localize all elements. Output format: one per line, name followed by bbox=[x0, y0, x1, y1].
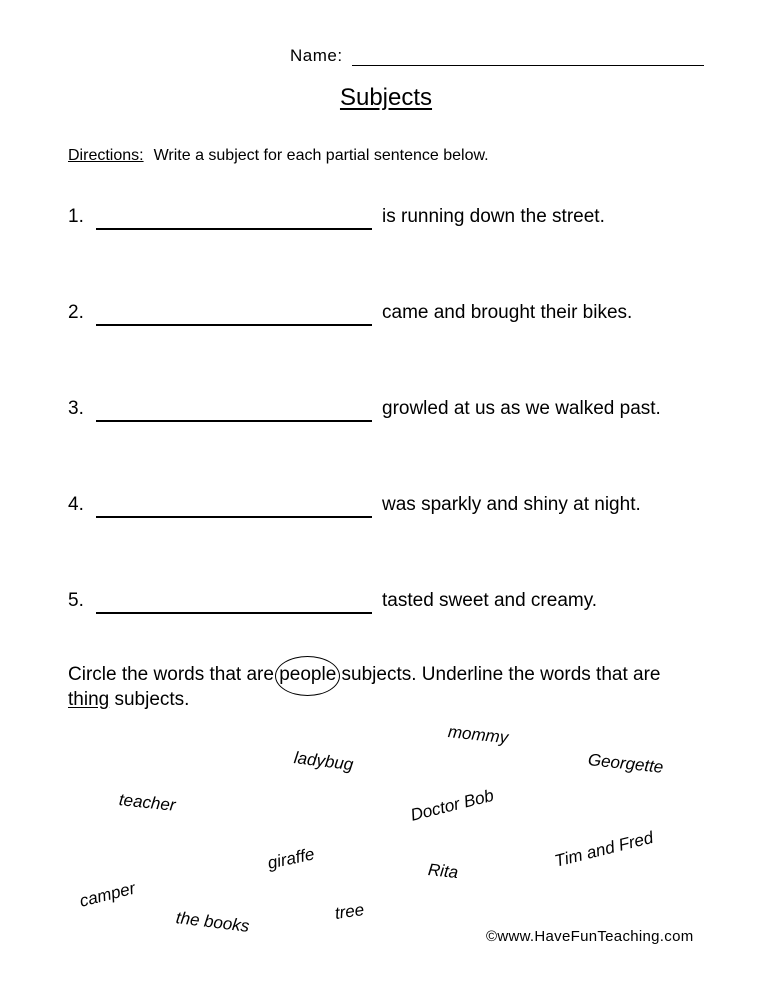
name-label: Name: bbox=[290, 46, 343, 65]
word-option[interactable]: teacher bbox=[118, 790, 177, 815]
word-option[interactable]: the books bbox=[174, 908, 251, 936]
question-row bbox=[68, 206, 718, 236]
answer-line[interactable] bbox=[96, 324, 372, 326]
word-option[interactable]: Rita bbox=[427, 860, 460, 883]
underlined-example-word: thing bbox=[68, 689, 110, 710]
question-text: is running down the street. bbox=[382, 206, 605, 227]
question-row bbox=[68, 494, 718, 524]
question-text: growled at us as we walked past. bbox=[382, 398, 661, 419]
question-row bbox=[68, 590, 718, 620]
question-row bbox=[68, 302, 718, 332]
answer-line[interactable] bbox=[96, 228, 372, 230]
word-option[interactable]: Tim and Fred bbox=[552, 827, 656, 871]
word-option[interactable]: giraffe bbox=[265, 844, 317, 873]
copyright-footer: ©www.HaveFunTeaching.com bbox=[486, 928, 694, 945]
question-number: 4. bbox=[68, 494, 84, 515]
question-text: was sparkly and shiny at night. bbox=[382, 494, 641, 515]
directions bbox=[68, 146, 489, 166]
page-title bbox=[0, 84, 772, 112]
circled-example-word: people bbox=[279, 664, 337, 685]
question-text: tasted sweet and creamy. bbox=[382, 590, 598, 611]
instruction-part-3: subjects. bbox=[114, 689, 190, 710]
word-option[interactable]: tree bbox=[333, 900, 366, 923]
word-option[interactable]: ladybug bbox=[292, 748, 355, 775]
circle-underline-instructions bbox=[68, 662, 728, 712]
question-number: 1. bbox=[68, 206, 84, 227]
answer-line[interactable] bbox=[96, 516, 372, 518]
instruction-part-1: Circle the words that are bbox=[68, 664, 274, 685]
page-title-text: Subjects bbox=[339, 84, 433, 111]
question-number: 2. bbox=[68, 302, 84, 323]
word-option[interactable]: Georgette bbox=[587, 750, 665, 777]
question-number: 5. bbox=[68, 590, 84, 611]
question-text: came and brought their bikes. bbox=[382, 302, 633, 323]
name-write-line[interactable] bbox=[352, 65, 704, 66]
answer-line[interactable] bbox=[96, 420, 372, 422]
instruction-part-2: subjects. Underline the words that are bbox=[341, 664, 661, 685]
question-row bbox=[68, 398, 718, 428]
word-option[interactable]: mommy bbox=[447, 722, 510, 748]
word-option[interactable]: camper bbox=[77, 878, 138, 911]
answer-line[interactable] bbox=[96, 612, 372, 614]
directions-text: Write a subject for each partial sentence below. bbox=[153, 147, 489, 164]
directions-label: Directions: bbox=[68, 147, 144, 164]
word-option[interactable]: Doctor Bob bbox=[408, 785, 496, 825]
question-number: 3. bbox=[68, 398, 84, 419]
name-field-row bbox=[290, 46, 706, 70]
